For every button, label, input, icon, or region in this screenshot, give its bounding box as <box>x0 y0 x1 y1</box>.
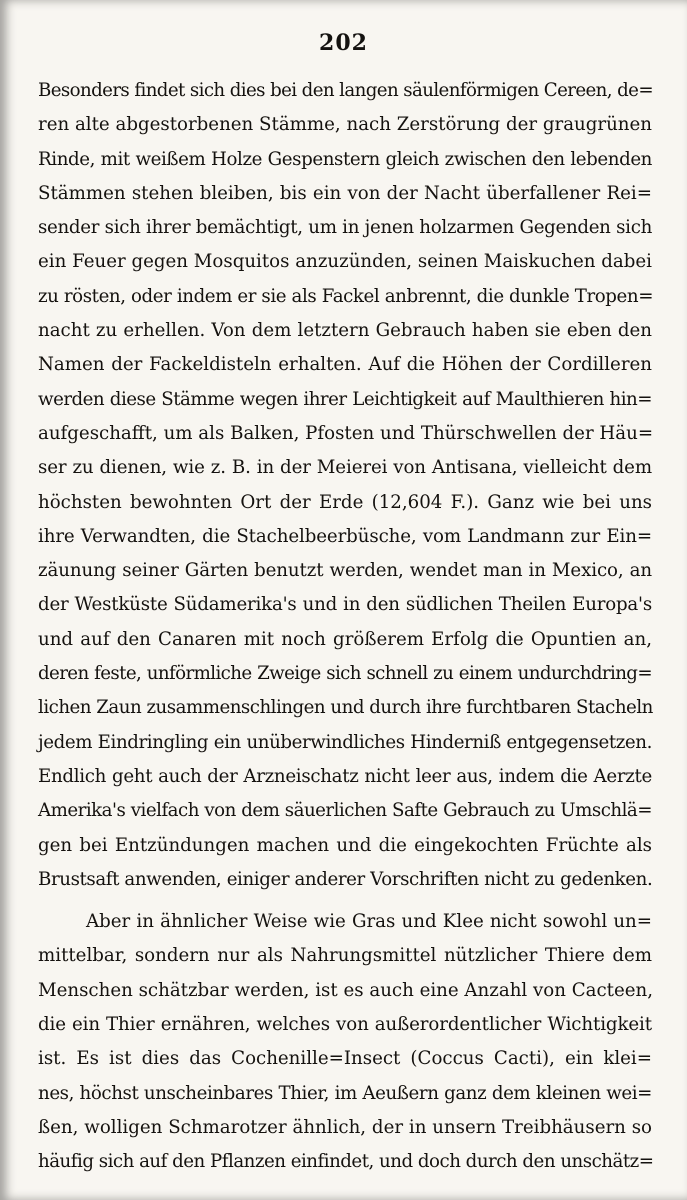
text-line: ist. Es ist dies das Cochenille=Insect (Coccus Cacti), ein klei= <box>38 1048 652 1070</box>
body-text <box>38 74 652 1180</box>
text-line: ein Feuer gegen Mosquitos anzuzünden, seinen Maiskuchen dabei <box>38 251 652 273</box>
text-line: Brustsaft anwenden, einiger anderer Vorschriften nicht zu gedenken. <box>38 868 653 890</box>
text-line: mittelbar, sondern nur als Nahrungsmittel nützlicher Thiere dem <box>38 945 652 967</box>
text-line: Menschen schätzbar werden, ist es auch eine Anzahl von Cacteen, <box>38 979 654 1001</box>
text-line: Amerika's vielfach von dem säuerlichen Safte Gebrauch zu Umschlä= <box>38 800 652 822</box>
text-line: sender sich ihrer bemächtigt, um in jenen holzarmen Gegenden sich <box>38 217 652 239</box>
text-line: gen bei Entzündungen machen und die eingekochten Früchte als <box>38 834 652 856</box>
text-line: ren alte abgestorbenen Stämme, nach Zerstörung der graugrünen <box>38 114 652 136</box>
text-line: aufgeschafft, um als Balken, Pfosten und Thürschwellen der Häu= <box>38 422 654 444</box>
text-line: nacht zu erhellen. Von dem letztern Gebrauch haben sie eben den <box>38 320 652 342</box>
paragraph-gap <box>38 897 652 905</box>
text-line: der Westküste Südamerika's und in den südlichen Theilen Europa's <box>38 594 652 616</box>
text-line: lichen Zaun zusammenschlingen und durch ihre furchtbaren Stacheln <box>38 697 653 719</box>
text-line: werden diese Stämme wegen ihrer Leichtigkeit auf Maulthieren hin= <box>38 388 652 410</box>
text-line: Endlich geht auch der Arzneischatz nicht leer aus, indem die Aerzte <box>38 765 652 787</box>
text-line: ßen, wolligen Schmarotzer ähnlich, der in unsern Treibhäusern so <box>38 1116 652 1138</box>
text-line: die ein Thier ernähren, welches von außerordentlicher Wichtigkeit <box>38 1014 652 1036</box>
text-line: ser zu dienen, wie z. B. in der Meierei von Antisana, vielleicht dem <box>38 457 652 479</box>
text-line: zu rösten, oder indem er sie als Fackel anbrennt, die dunkle Tropen= <box>38 285 654 307</box>
text-line: Rinde, mit weißem Holze Gespenstern gleich zwischen den lebenden <box>38 148 652 170</box>
paragraph <box>38 74 652 897</box>
text-line: Besonders findet sich dies bei den langen säulenförmigen Cereen, de= <box>38 80 653 101</box>
text-line: zäunung seiner Gärten benutzt werden, wendet man in Mexico, an <box>38 560 652 582</box>
text-line: Stämmen stehen bleiben, bis ein von der Nacht überfallener Rei= <box>38 182 652 204</box>
text-line: häufig sich auf den Pflanzen einfindet, und doch durch den unschätz= <box>38 1151 654 1173</box>
text-line: höchsten bewohnten Ort der Erde (12,604 F.). Ganz wie bei uns <box>38 491 652 513</box>
text-line: ihre Verwandten, die Stachelbeerbüsche, vom Landmann zur Ein= <box>38 525 652 547</box>
text-line: und auf den Canaren mit noch größerem Erfolg die Opuntien an, <box>38 628 652 650</box>
text-line: Namen der Fackeldisteln erhalten. Auf die Höhen der Cordilleren <box>38 354 652 376</box>
paragraph <box>38 905 652 1179</box>
page-number: 202 <box>319 30 368 56</box>
text-line: nes, höchst unscheinbares Thier, im Aeußern ganz dem kleinen wei= <box>38 1082 652 1104</box>
text-line: jedem Eindringling ein unüberwindliches Hinderniß entgegensetzen. <box>38 731 652 753</box>
text-line: Aber in ähnlicher Weise wie Gras und Klee nicht sowohl un= <box>86 911 652 933</box>
text-line: deren feste, unförmliche Zweige sich schnell zu einem undurchdring= <box>38 663 652 685</box>
